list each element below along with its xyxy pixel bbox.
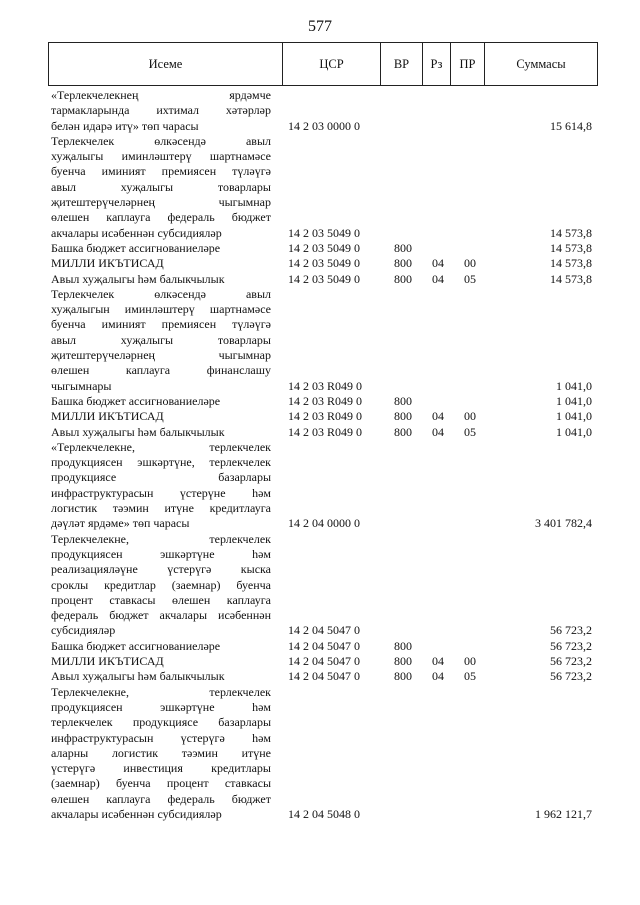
row-sum: 56 723,2: [550, 623, 592, 638]
column-header-csr: ЦСР: [283, 43, 381, 86]
row-name-line: реализацияләүне үстерүгә кыска: [51, 562, 271, 577]
row-rz: 04: [432, 271, 444, 286]
row-name: [51, 669, 271, 684]
row-sum: 1 041,0: [556, 378, 592, 393]
row-csr: 14 2 03 R049 0: [288, 378, 363, 393]
row-csr: 14 2 04 5048 0: [288, 807, 360, 822]
row-name-line: чыгымнары: [51, 378, 112, 393]
row-name-line: терлекчелек продукциясе базарлары: [51, 715, 271, 730]
row-sum: 1 041,0: [556, 409, 592, 424]
row-vr: 800: [394, 256, 412, 271]
row-name-line: Терлекчелек өлкәсендә авыл: [51, 133, 271, 148]
table-row: [0, 88, 640, 134]
row-vr: 800: [394, 271, 412, 286]
row-name-line: «Терлекчелекне, терлекчелек: [51, 439, 271, 454]
table-header: [48, 42, 598, 86]
row-name: [51, 654, 271, 669]
row-name-line: федераль бюджет акчалары исәбеннән: [51, 608, 271, 623]
row-sum: 56 723,2: [550, 669, 592, 684]
row-name-line: продукциясен эшкәртүне, терлекчелек: [51, 455, 271, 470]
row-name: [51, 256, 271, 271]
row-csr: 14 2 03 5049 0: [288, 256, 360, 271]
row-sum: 14 573,8: [550, 271, 592, 286]
row-pr: 05: [464, 669, 476, 684]
row-name-line: процент ставкасы өлешен каплауга: [51, 592, 271, 607]
row-sum: 56 723,2: [550, 638, 592, 653]
page-number: 577: [308, 18, 332, 35]
row-pr: 00: [464, 409, 476, 424]
row-vr: 800: [394, 409, 412, 424]
row-rz: 04: [432, 654, 444, 669]
row-name-line: инфраструктурасын үстерүне һәм: [51, 485, 271, 500]
row-name-line: авыл хуҗалыгы товарлары: [51, 179, 271, 194]
row-name-line: Авыл хуҗалыгы һәм балыкчылык: [51, 424, 225, 439]
row-sum: 3 401 782,4: [535, 516, 592, 531]
row-pr: 00: [464, 654, 476, 669]
row-vr: 800: [394, 669, 412, 684]
row-name-line: өлешен каплауга федераль бюджет: [51, 210, 271, 225]
row-csr: 14 2 03 0000 0: [288, 118, 360, 133]
table-row: [0, 241, 640, 256]
table-row: [0, 425, 640, 440]
row-csr: 14 2 04 5047 0: [288, 623, 360, 638]
row-vr: 800: [394, 424, 412, 439]
row-name-line: МИЛЛИ ИКЪТИСАД: [51, 256, 164, 271]
row-csr: 14 2 04 5047 0: [288, 638, 360, 653]
row-rz: 04: [432, 256, 444, 271]
row-name-line: акчалары исәбеннән субсидияләр: [51, 225, 222, 240]
row-name-line: Терлекчелек өлкәсендә авыл: [51, 286, 271, 301]
column-header-vr: ВР: [381, 43, 423, 86]
row-vr: 800: [394, 393, 412, 408]
row-name-line: Башка бюджет ассигнованиеләре: [51, 240, 221, 255]
row-name-line: Терлекчелекне, терлекчелек: [51, 684, 271, 699]
column-header-pr: ПР: [451, 43, 485, 86]
row-name-line: логистик тәэмин итүне кредитлауга: [51, 501, 271, 516]
row-csr: 14 2 03 5049 0: [288, 225, 360, 240]
row-name-line: өлешен каплауга федераль бюджет: [51, 791, 271, 806]
row-name: [51, 440, 271, 532]
row-csr: 14 2 04 5047 0: [288, 654, 360, 669]
row-sum: 1 962 121,7: [535, 807, 592, 822]
row-name-line: МИЛЛИ ИКЪТИСАД: [51, 654, 164, 669]
row-name: [51, 639, 271, 654]
row-name-line: продукциясен эшкәртүне һәм: [51, 699, 271, 714]
row-csr: 14 2 04 5047 0: [288, 669, 360, 684]
row-name-line: үстерүгә инвестиция кредитлары: [51, 761, 271, 776]
row-rz: 04: [432, 424, 444, 439]
row-rz: 04: [432, 409, 444, 424]
row-name-line: субсидияләр: [51, 623, 116, 638]
row-csr: 14 2 03 5049 0: [288, 240, 360, 255]
row-name-line: (заемнар) буенча процент ставкасы: [51, 776, 271, 791]
table-row: [0, 639, 640, 654]
row-name: [51, 88, 271, 134]
row-name-line: хуҗалыгын иминләштерү шартнамәсе: [51, 302, 271, 317]
row-sum: 1 041,0: [556, 424, 592, 439]
row-name-line: хуҗалыгы иминләштерү шартнамәсе: [51, 149, 271, 164]
row-name: [51, 394, 271, 409]
row-name-line: инфраструктурасын үстерүгә һәм: [51, 730, 271, 745]
row-sum: 56 723,2: [550, 654, 592, 669]
row-name-line: Башка бюджет ассигнованиеләре: [51, 638, 221, 653]
row-name-line: җитештерүчеләрнең чыгымнар: [51, 195, 271, 210]
row-name-line: авыл хуҗалыгы товарлары: [51, 332, 271, 347]
row-name-line: продукциясен эшкәртүне һәм: [51, 546, 271, 561]
table-row: [0, 134, 640, 241]
row-vr: 800: [394, 638, 412, 653]
row-pr: 05: [464, 424, 476, 439]
row-sum: 1 041,0: [556, 393, 592, 408]
row-name: [51, 241, 271, 256]
row-sum: 14 573,8: [550, 240, 592, 255]
column-header-name: Исеме: [49, 43, 283, 86]
row-name-line: буенча иминият премиясен түләүгә: [51, 164, 271, 179]
row-name-line: сроклы кредитлар (заемнар) буенча: [51, 577, 271, 592]
table-row: [0, 654, 640, 669]
row-name-line: өлешен каплауга финанслашу: [51, 363, 271, 378]
row-vr: 800: [394, 240, 412, 255]
row-pr: 05: [464, 271, 476, 286]
column-header-rz: Рз: [423, 43, 451, 86]
table-row: [0, 532, 640, 639]
row-csr: 14 2 03 5049 0: [288, 271, 360, 286]
row-name-line: Терлекчелекне, терлекчелек: [51, 531, 271, 546]
row-sum: 15 614,8: [550, 118, 592, 133]
table-row: [0, 272, 640, 287]
column-header-sum: Суммасы: [485, 43, 598, 86]
row-name-line: Башка бюджет ассигнованиеләре: [51, 393, 221, 408]
table-row: [0, 440, 640, 532]
row-csr: 14 2 03 R049 0: [288, 393, 363, 408]
row-name-line: дәүләт ярдәме» төп чарасы: [51, 516, 190, 531]
row-name-line: җитештерүчеләрнең чыгымнар: [51, 348, 271, 363]
row-name-line: продукциясе базарлары: [51, 470, 271, 485]
row-name: [51, 287, 271, 394]
row-csr: 14 2 04 0000 0: [288, 516, 360, 531]
row-pr: 00: [464, 256, 476, 271]
table-row: [0, 394, 640, 409]
table-row: [0, 256, 640, 271]
row-csr: 14 2 03 R049 0: [288, 409, 363, 424]
row-sum: 14 573,8: [550, 256, 592, 271]
row-csr: 14 2 03 R049 0: [288, 424, 363, 439]
row-name-line: тармакларында ихтимал хәтәрләр: [51, 103, 271, 118]
row-name-line: «Терлекчелекнең ярдәмче: [51, 88, 271, 102]
table-row: [0, 409, 640, 424]
row-name: [51, 134, 271, 241]
table-row: [0, 685, 640, 823]
table-body: [0, 88, 640, 822]
row-name: [51, 425, 271, 440]
row-rz: 04: [432, 669, 444, 684]
row-name-line: аларны логистик тәэмин итүне: [51, 745, 271, 760]
row-name: [51, 685, 271, 823]
row-name: [51, 532, 271, 639]
row-name-line: буенча иминият премиясен түләүгә: [51, 317, 271, 332]
row-sum: 14 573,8: [550, 225, 592, 240]
row-name-line: акчалары исәбеннән субсидияләр: [51, 807, 222, 822]
row-name: [51, 409, 271, 424]
row-name-line: Авыл хуҗалыгы һәм балыкчылык: [51, 271, 225, 286]
table-row: [0, 287, 640, 394]
row-name-line: белән идарә итү» төп чарасы: [51, 118, 199, 133]
row-name-line: МИЛЛИ ИКЪТИСАД: [51, 409, 164, 424]
table-row: [0, 669, 640, 684]
row-vr: 800: [394, 654, 412, 669]
row-name-line: Авыл хуҗалыгы һәм балыкчылык: [51, 669, 225, 684]
row-name: [51, 272, 271, 287]
